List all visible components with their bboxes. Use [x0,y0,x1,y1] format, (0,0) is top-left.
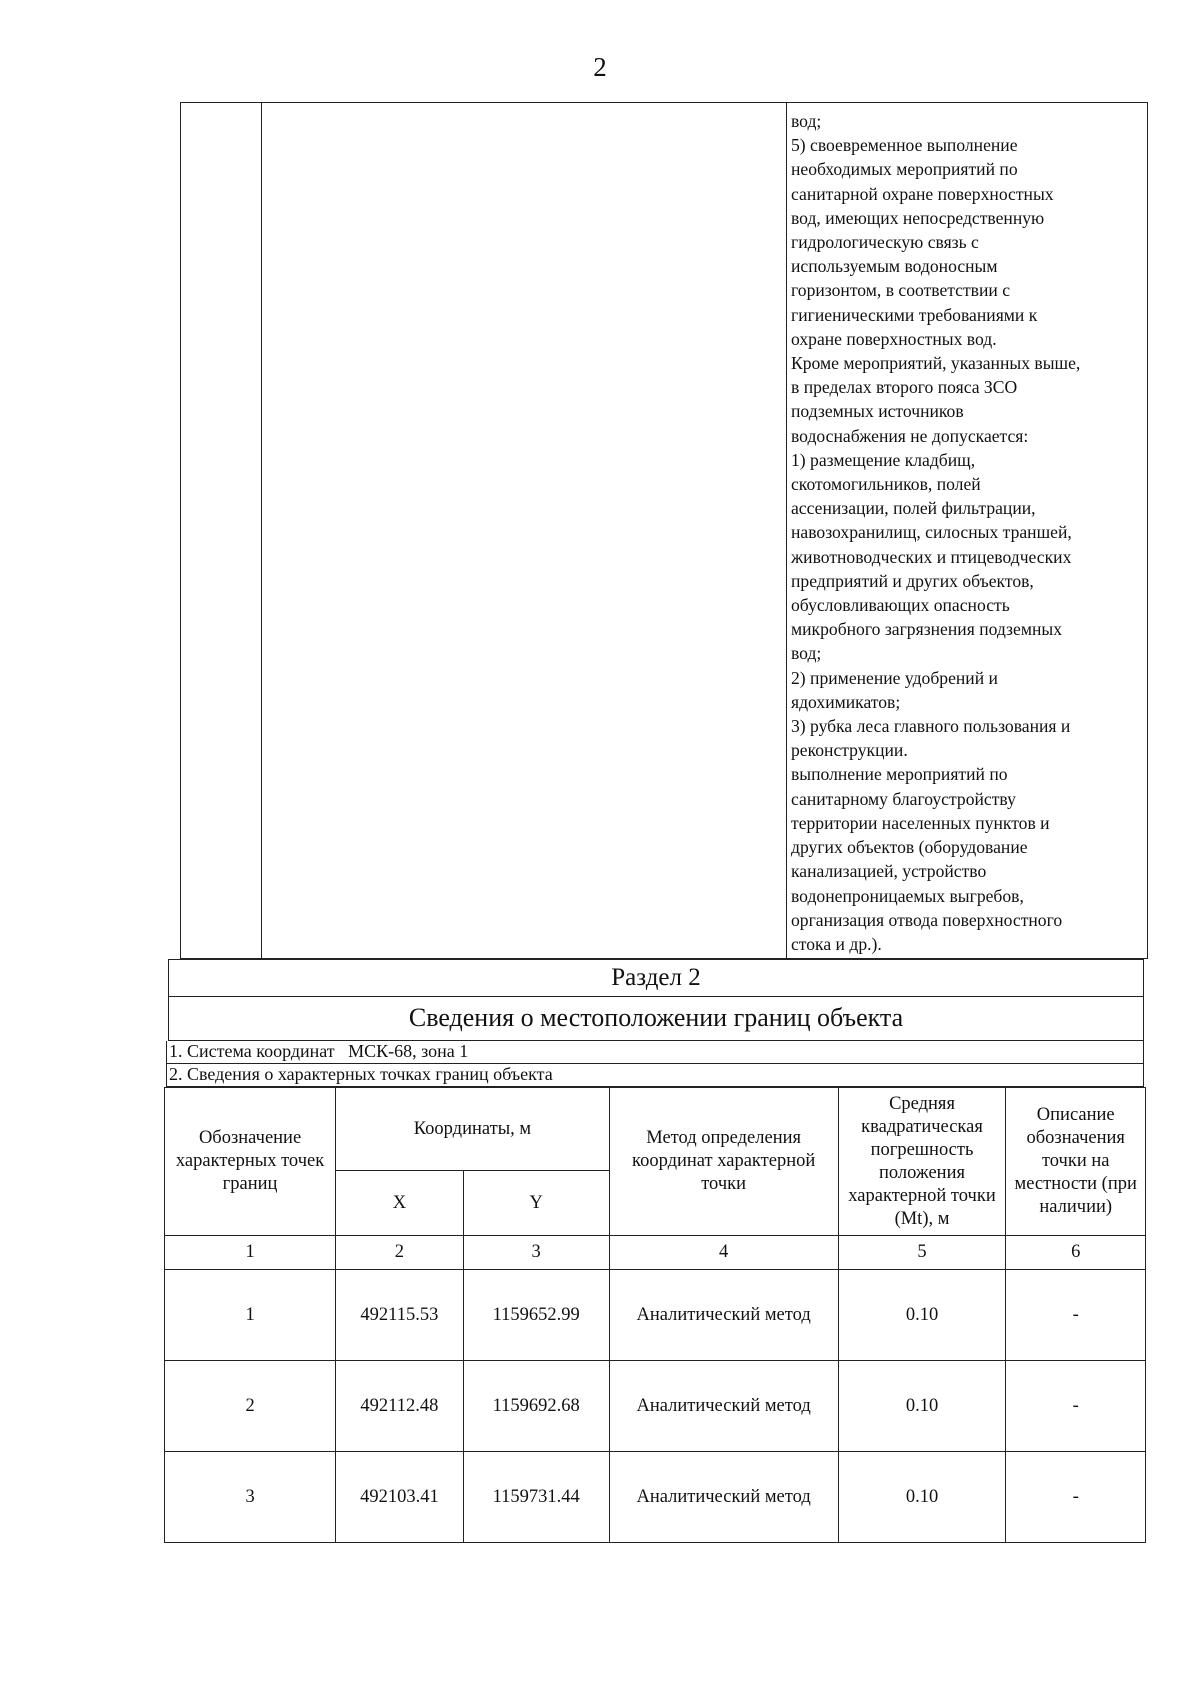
text-line: навозохранилищ, силосных траншей, [791,522,1072,543]
text-line: организация отвода поверхностного [791,909,1063,930]
text-line: реконструкции. [791,740,908,761]
text-line: горизонтом, в соответствии с [791,280,1011,301]
text-line: Кроме мероприятий, указанных выше, [791,353,1081,374]
text-line: вод; [791,111,822,131]
text-line: 5) своевременное выполнение [791,135,1018,156]
column-number: 2 [336,1236,464,1270]
text-line: животноводческих и птицеводческих [791,546,1072,567]
text-line: 2) применение удобрений и [791,667,998,688]
section-title: Раздел 2 [168,959,1144,997]
cell-y: 1159692.68 [463,1361,609,1452]
cell-error: 0.10 [838,1270,1006,1361]
cell-description: - [1006,1270,1146,1361]
text-line: ядохимикатов; [791,691,901,712]
header-point: Обозначение характерных точек границ [165,1088,336,1236]
cell-x: 492103.41 [336,1452,464,1543]
coordinate-system-row [166,1041,1144,1064]
table-row [165,1361,1146,1452]
text-line: других объектов (оборудование [791,837,1028,858]
text-line: обусловливающих опасность [791,595,1010,616]
header-error: Средняя квадратическая погрешность положения характерной точки (Mt), м [838,1088,1006,1236]
boundary-points-table [164,1087,1146,1543]
text-line: канализацией, устройство [791,861,987,882]
text-line: стока и др.). [791,933,882,954]
text-line: санитарной охране поверхностных [791,183,1054,204]
header-x: X [336,1171,464,1236]
cell-description: - [1006,1452,1146,1543]
cell-point: 2 [165,1361,336,1452]
table-row [165,1270,1146,1361]
cell-y: 1159652.99 [463,1270,609,1361]
column-numbers-row [165,1236,1146,1270]
cell-y: 1159731.44 [463,1452,609,1543]
table-row [165,1452,1146,1543]
text-line: предприятий и других объектов, [791,570,1034,591]
header-coordinates: Координаты, м [336,1088,610,1171]
text-line: 1) размещение кладбищ, [791,449,976,470]
cell-x: 492112.48 [336,1361,464,1452]
cell-error: 0.10 [838,1361,1006,1452]
measures-text [791,109,1147,956]
points-info-label: 2. Сведения о характерных точках границ объекта [169,1064,553,1084]
header-method: Метод определения координат характерной точки [609,1088,838,1236]
text-line: необходимых мероприятий по [791,159,1018,180]
text-line: используемым водоносным [791,256,998,277]
column-number: 1 [165,1236,336,1270]
cell-method: Аналитический метод [609,1270,838,1361]
section-subtitle: Сведения о местоположении границ объекта [168,997,1144,1041]
text-line: водоснабжения не допускается: [791,425,1029,446]
header-description: Описание обозначения точки на местности (при наличии) [1006,1088,1146,1236]
coordinate-system-label: 1. Система координат [169,1041,335,1061]
measures-table [180,102,1148,959]
cell-point: 3 [165,1452,336,1543]
column-number: 6 [1006,1236,1146,1270]
text-line: микробного загрязнения подземных [791,619,1062,640]
text-line: вод; [791,643,822,664]
text-line: вод, имеющих непосредственную [791,207,1045,228]
text-line: санитарному благоустройству [791,788,1016,809]
points-info-row [166,1064,1144,1087]
column-divider [786,103,787,958]
header-y: Y [463,1171,609,1236]
column-number: 3 [463,1236,609,1270]
cell-method: Аналитический метод [609,1452,838,1543]
text-line: в пределах второго пояса ЗСО [791,377,1018,398]
text-line: подземных источников [791,401,964,422]
text-line: 3) рубка леса главного пользования и [791,716,1071,737]
text-line: выполнение мероприятий по [791,764,1008,785]
coordinate-system-value: МСК-68, зона 1 [348,1041,469,1061]
cell-description: - [1006,1361,1146,1452]
column-number: 5 [838,1236,1006,1270]
page-number: 2 [593,52,607,82]
text-line: гидрологическую связь с [791,232,979,253]
cell-method: Аналитический метод [609,1361,838,1452]
cell-x: 492115.53 [336,1270,464,1361]
column-divider [261,103,262,958]
column-number: 4 [609,1236,838,1270]
text-line: территории населенных пунктов и [791,812,1050,833]
cell-error: 0.10 [838,1452,1006,1543]
text-line: ассенизации, полей фильтрации, [791,498,1036,519]
cell-point: 1 [165,1270,336,1361]
text-line: охране поверхностных вод. [791,328,997,349]
text-line: гигиеническими требованиями к [791,304,1038,325]
text-line: водонепроницаемых выгребов, [791,885,1024,906]
text-line: скотомогильников, полей [791,474,981,495]
